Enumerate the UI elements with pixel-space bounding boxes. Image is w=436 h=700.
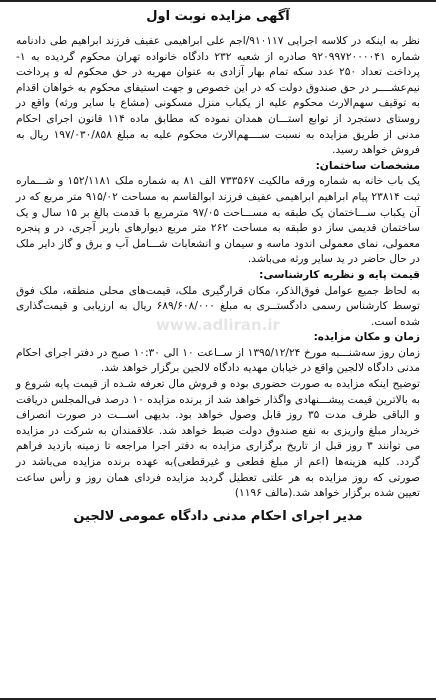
price-paragraph: به لحاظ جمیع عوامل فوق‌الذکر، مکان قرارگیری ملک، قیمت‌های محلی منطقه، ملک فوق توسط کارشناس رسمی دادگستــری به مبلغ ۶۸۹/۶۰۸/۰۰۰ ریال به ارزیابی و قیمت‌گذاری شده است. [16, 284, 420, 328]
explanation-paragraph: توضیح اینکه مزایده به صورت حضوری بوده و فروش مال تعرفه شـده از قیمت پایه شروع و به بالاترین قیمت پیشـــنهادی واگذار خواهد شد از برنده مزایده ۱۰ درصد فی‌المجلس دریافت و الباقی ظرف مدت ۳۵ روز قابل وصول خواهد بود. بدیهی اســـت در صورت انصراف خریدار مبلغ واریزی به نفع صندوق دولت ضبط خواهد شد. علاقمندان به شرکت در مزایده می توانند ۳ روز قبل از تاریخ برگزاری مزایده به دفتر اجرا مراجعه تا زمینه بازدید فراهم گردد. کلیه هزینه‌ها (اعم از مبلغ قطعی و غیرقطعی)به عهده برنده مزایده می‌باشد در صورتی که روز مزایده به هر علتی تعطیل گردید مزایده فردای همان روز و رأس ساعت تعیین شده برگزار خواهد شد.(مالف ۱۱۹۶) [16, 378, 420, 500]
top-border [0, 0, 436, 2]
time-heading: زمان و مکان مزایده: [313, 331, 420, 344]
time-paragraph: زمان روز سه‌شنـــبه مورخ ۱۳۹۵/۱۲/۲۴ از ســاعت ۱۰ الی ۱۰:۳۰ صبح در دفتر اجرای احکام مدنی دادگاه لالجین واقع در خیابان مهدیه دادگاه لالجین برگزار خواهد شد. [16, 346, 420, 375]
signature-line: مدیر اجرای احکام مدنی دادگاه عمومی لالجین [73, 508, 363, 524]
price-heading: قیمت پایه و نظریه کارشناسی: [259, 268, 420, 281]
notice-title: آگهی مزایده نوبت اول [146, 9, 290, 24]
specs-heading: مشخصات ساختمان: [315, 159, 420, 172]
intro-paragraph: نظر به اینکه در کلاسه اجرایی ۹۱۰۱۱۷/اجم علی ابراهیمی عفیف فرزند ابراهیم طی دادنامه شماره ۹۲۰۹۹۷۲۰۰۰۰۴۱ صادره از شعبه ۲۳۲ دادگاه خانواده تهران محکوم گردیده به ۱- پرداخت تعداد ۲۵۰ عدد سکه تمام بهار آزادی به عنوان مهریه در حق محکوم له و پرداخت نیم‌عشــــر در حق صندوق دولت که در این خصوص و جهت استیفای محکوم به خواهان اقدام به توقیف سهم‌الارث محکوم علیه از یکباب منزل مسکونی (مشاع با سایر ورثه) واقع در روستای دستجرد از توابع استـــان همدان نموده که مطابق ماده ۱۱۴ قانون اجرای احکام مدنی از طریق مزایده به نسبت ســــهم‌الارث محکوم علیه به مبلغ ۱۹۷/۰۳۰/۸۵۸ ریال به فروش خواهد رسید. [16, 35, 421, 157]
notice-content [16, 8, 420, 526]
specs-paragraph: یک باب خانه به شماره ورقه مالکیت ۷۳۳۵۶۷ الف ۸۱ به شماره ملک ۱۵۲/۱۱۸۱ و شـــماره ثبت ۲۳۸۱۴ پیام ابراهیم ابراهیمی عفیف فرزند ابوالقاسم به مساحت ۹۱۵/۰۲ متر مربع که در آن یکباب ســـاختمان یک طبقه به مســـاحت ۹۷/۰۵ مترمربع با قدمت بالغ بر ۱۵ سال و یک ساختمان قدیمی ساز دو طبقه به مساحت ۲۶۲ متر مربع دیوارهای باربر آجری، در و پنجره معمولی، نمای معمولی اندود ماسه و سیمان و انشعابات شـــامل آب و برق و گاز دایر ملک در حال حاضر در ید سایر ورثه می‌باشد. [16, 175, 421, 266]
watermark-text: www.adliran.ir [156, 316, 280, 334]
